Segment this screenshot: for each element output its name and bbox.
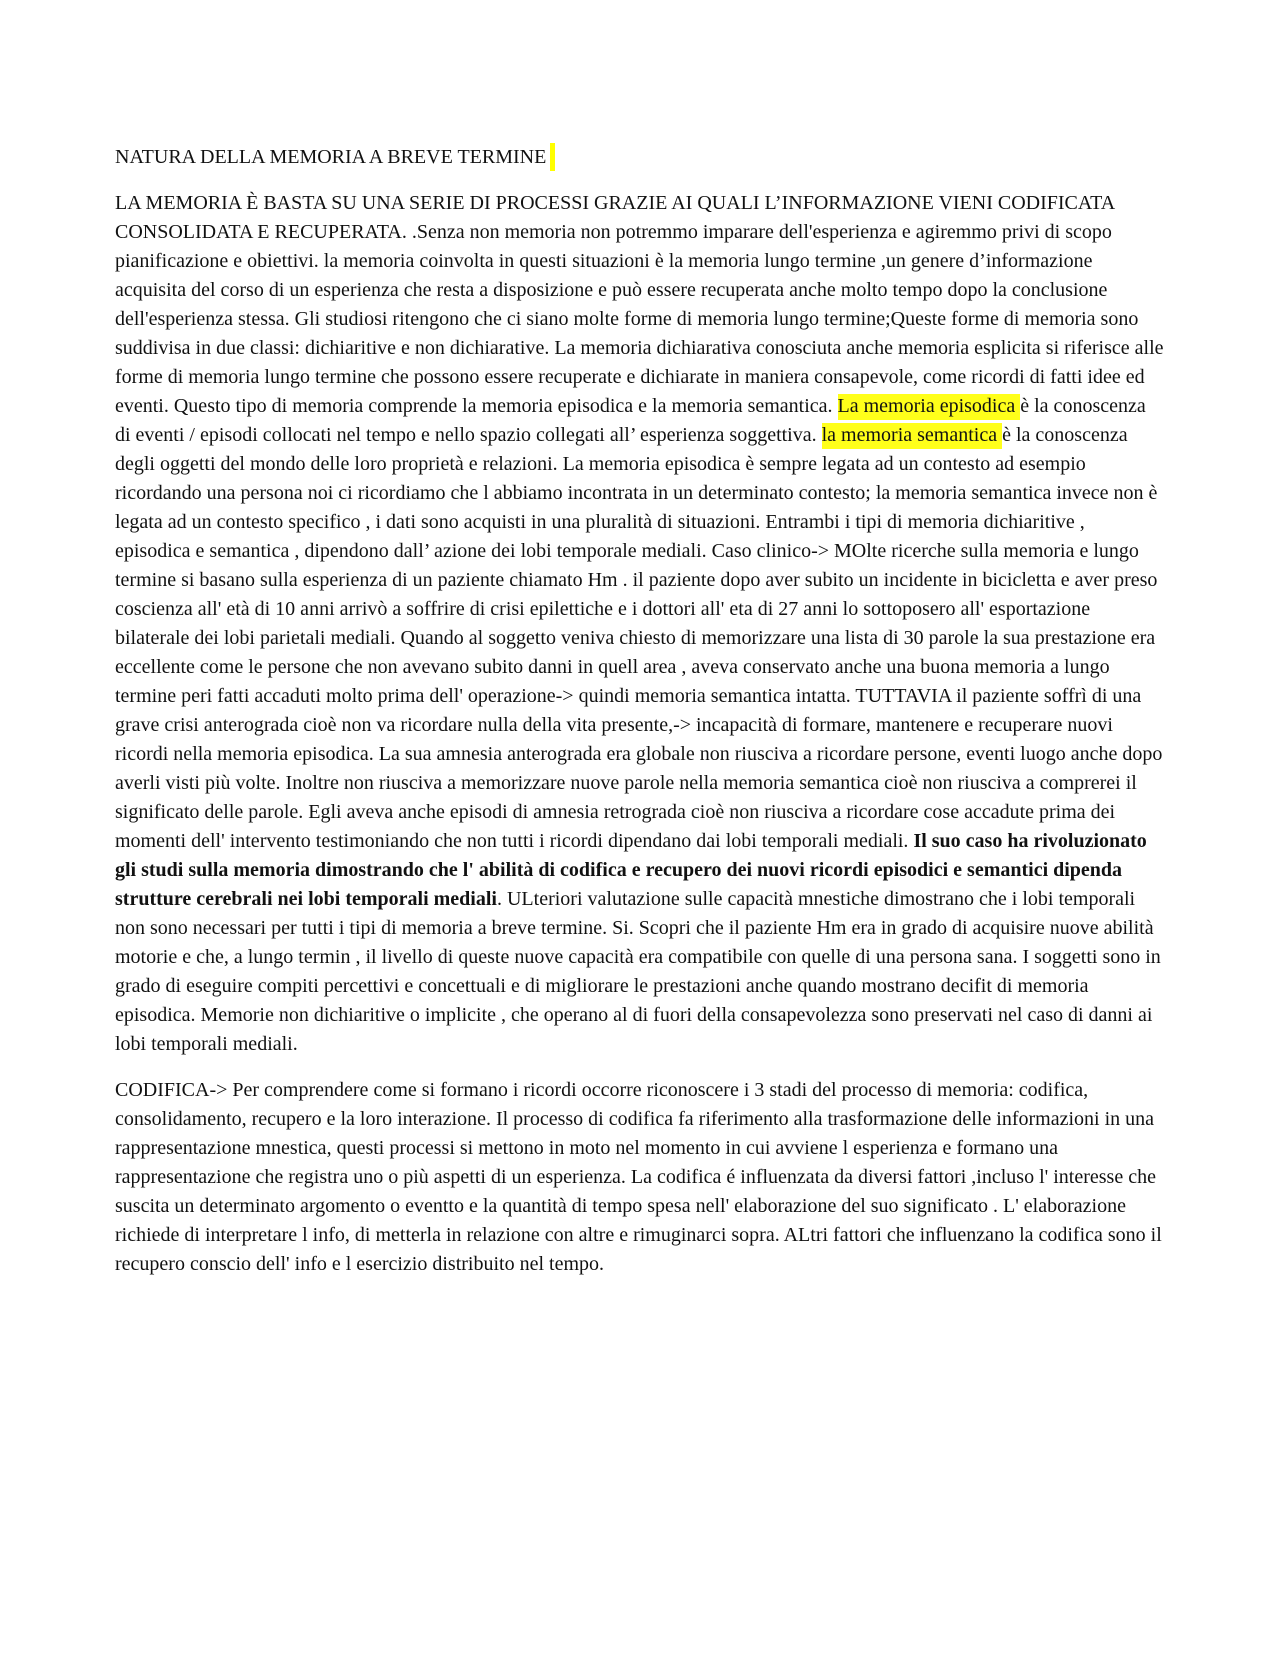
highlight-semantic-memory: la memoria semantica bbox=[822, 423, 1002, 449]
paragraph-memory-text-2: è la conoscenza di eventi / episodi collocati nel tempo e nello spazio collegati all’ esperienza soggettiva. bbox=[115, 395, 1146, 446]
paragraph-memory bbox=[115, 189, 1165, 1059]
document-page bbox=[115, 143, 1165, 1296]
document-title bbox=[115, 143, 1165, 172]
paragraph-memory-text-1: LA MEMORIA È BASTA SU UNA SERIE DI PROCESSI GRAZIE AI QUALI L’INFORMAZIONE VIENI CODIFICATA CONSOLIDATA E RECUPERATA. .Senza non memoria non potremmo imparare dell'esperienza e agiremmo privi di scopo pianificazione e obiettivi. la memoria coinvolta in questi situazioni è la memoria lungo termine ,un genere d’informazione acquisita del corso di un esperienza che resta a disposizione e può essere recuperata anche molto tempo dopo la conclusione dell'esperienza stessa. Gli studiosi ritengono che ci siano molte forme di memoria lungo termine;Queste forme di memoria sono suddivisa in due classi: dichiaritive e non dichiarative. La memoria dichiarativa conosciuta anche memoria esplicita si riferisce alle forme di memoria lungo termine che possono essere recuperate e dichiarate in maniera consapevole, come ricordi di fatti idee ed eventi. Questo tipo di memoria comprende la memoria episodica e la memoria semantica. bbox=[115, 192, 1164, 417]
paragraph-memory-bold-text: Il suo caso ha rivoluzionato gli studi sulla memoria dimostrando che l' abilità di codifica e recupero dei nuovi ricordi episodici e semantici dipenda strutture cerebrali nei lobi temporali mediali bbox=[115, 830, 1147, 910]
document-title-text: NATURA DELLA MEMORIA A BREVE TERMINE bbox=[115, 146, 547, 168]
paragraph-memory-text-4: . ULteriori valutazione sulle capacità mnestiche dimostrano che i lobi temporali non sono necessari per tutti i tipi di memoria a breve termine. Si. Scopri che il paziente Hm era in grado di acquisire nuove abilità motorie e che, a lungo termin , il livello di queste nuove capacità era compatibile con quelle di una persona sana. I soggetti sono in grado di eseguire compiti percettivi e concettuali e di migliorare le prestazioni anche quando mostrano decifit di memoria episodica. Memorie non dichiaritive o implicite , che operano al di fuori della consapevolezza sono preservati nel caso di danni ai lobi temporali mediali. bbox=[115, 888, 1161, 1055]
title-highlight-mark bbox=[550, 143, 555, 171]
paragraph-codifica: CODIFICA-> Per comprendere come si formano i ricordi occorre riconoscere i 3 stadi del processo di memoria: codifica, consolidamento, recupero e la loro interazione. Il processo di codifica fa riferimento alla trasformazione delle informazioni in una rappresentazione mnestica, questi processi si mettono in moto nel momento in cui avviene l esperienza e formano una rappresentazione che registra uno o più aspetti di un esperienza. La codifica é influenzata da diversi fattori ,incluso l' interesse che suscita un determinato argomento o eventto e la quantità di tempo spesa nell' elaborazione del suo significato . L' elaborazione richiede di interpretare l info, di metterla in relazione con altre e rimuginarci sopra. ALtri fattori che influenzano la codifica sono il recupero conscio dell' info e l esercizio distribuito nel tempo. bbox=[115, 1079, 1162, 1275]
highlight-episodic-memory: La memoria episodica bbox=[838, 394, 1021, 420]
paragraph-memory-text-3: è la conoscenza degli oggetti del mondo delle loro proprietà e relazioni. La memoria episodica è sempre legata ad un contesto ad esempio ricordando una persona noi ci ricordiamo che l abbiamo incontrata in un determinato contesto; la memoria semantica invece non è legata ad un contesto specifico , i dati sono acquisti in una pluralità di situazioni. Entrambi i tipi di memoria dichiaritive , episodica e semantica , dipendono dall’ azione dei lobi temporale mediali. Caso clinico-> MOlte ricerche sulla memoria e lungo termine si basano sulla esperienza di un paziente chiamato Hm . il paziente dopo aver subito un incidente in bicicletta e aver preso coscienza all' età di 10 anni arrivò a soffrire di crisi epilettiche e i dottori all' eta di 27 anni lo sottoposero all' esportazione bilaterale dei lobi parietali mediali. Quando al soggetto veniva chiesto di memorizzare una lista di 30 parole la sua prestazione era eccellente come le persone che non avevano subito danni in quell area , aveva conservato anche una buona memoria a lungo termine peri fatti accaduti molto prima dell' operazione-> quindi memoria semantica intatta. TUTTAVIA il paziente soffrì di una grave crisi anterograda cioè non va ricordare nulla della vita presente,-> incapacità di formare, mantenere e recuperare nuovi ricordi nella memoria episodica. La sua amnesia anterograda era globale non riusciva a ricordare persone, eventi luogo anche dopo averli visti più volte. Inoltre non riusciva a memorizzare nuove parole nella memoria semantica cioè non riusciva a comprerei il significato delle parole. Egli aveva anche episodi di amnesia retrograda cioè non riusciva a ricordare cose accadute prima dei momenti dell' intervento testimoniando che non tutti i ricordi dipendano dai lobi temporali mediali. bbox=[115, 424, 1163, 852]
